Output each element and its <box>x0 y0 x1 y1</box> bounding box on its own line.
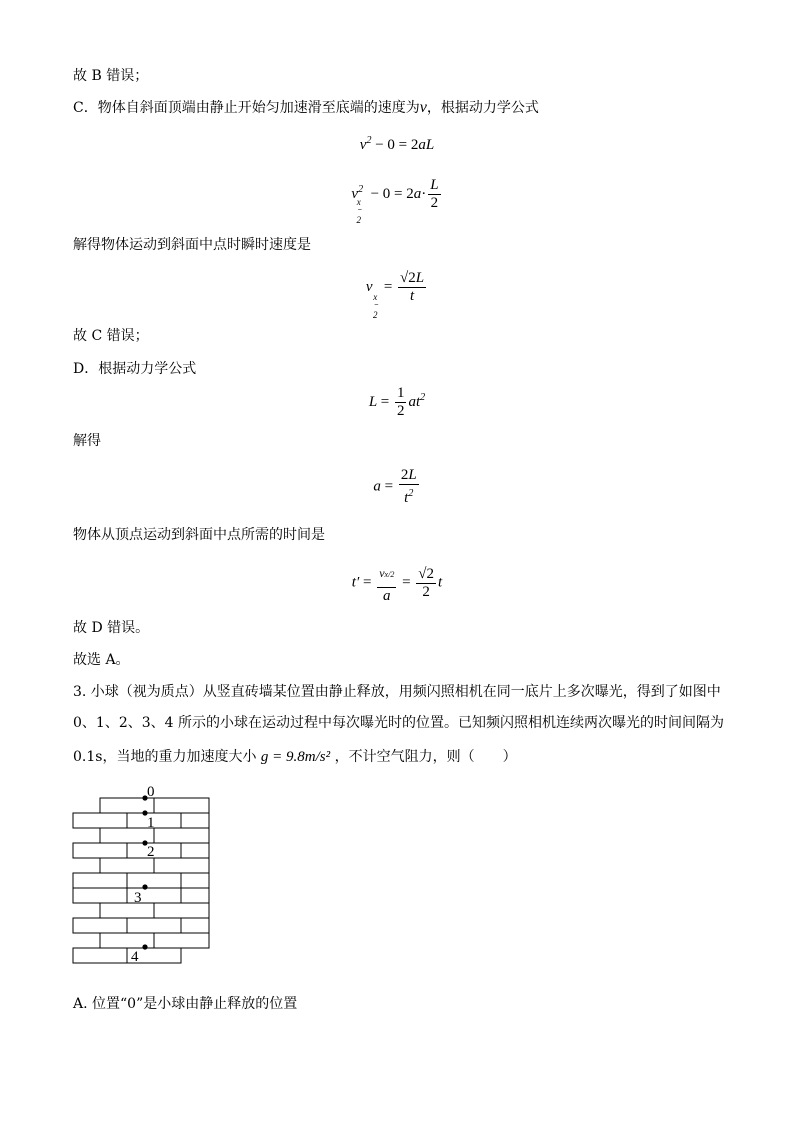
text-span: ，不计空气阻力，则（ ） <box>334 749 517 765</box>
text-line: 故 B 错误； <box>73 68 149 84</box>
equation-6: t′ = $\frac{vx/2}{a}$ = $\frac{√2}{2}$ t <box>0 561 794 605</box>
text-line <box>73 99 539 117</box>
equation-5: a = $\frac{2L}{t^2}$ <box>373 467 417 506</box>
ball-position-3 <box>142 884 147 889</box>
text-line: 解得物体运动到斜面中点时瞬时速度是 <box>73 237 311 253</box>
equation-1: $v^2 - 0 = 2aL$ <box>359 135 435 153</box>
text-line: 解得 <box>73 433 101 449</box>
label-4: 4 <box>131 949 139 965</box>
equation-2: $v^2$ x ⁻ 2 − 0 = 2a· $\frac{L}{2}$ <box>351 177 439 225</box>
label-3: 3 <box>134 890 142 906</box>
question-text <box>73 748 517 766</box>
question-text: 3. 小球（视为质点）从竖直砖墙某位置由静止释放，用频闪照相机在同一底片上多次曝光，得到了如图中 <box>73 684 721 700</box>
text-line: 故 C 错误； <box>73 328 149 344</box>
text-line: D．根据动力学公式 <box>73 361 197 377</box>
text-span: ，根据动力学公式 <box>426 100 539 116</box>
text-line: 物体从顶点运动到斜面中点所需的时间是 <box>73 527 325 543</box>
gravity-value: g = 9.8m/s² <box>260 749 331 765</box>
question-text: 0、1、2、3、4 所示的小球在运动过程中每次曝光时的位置。已知频闪照相机连续两次曝光的时间间隔为 <box>73 715 724 731</box>
option-a: A. 位置“0”是小球由静止释放的位置 <box>73 996 298 1012</box>
brick-wall-figure <box>70 783 215 983</box>
label-0: 0 <box>147 784 155 800</box>
text-line: 故 D 错误。 <box>73 620 150 636</box>
label-2: 2 <box>147 844 155 860</box>
ball-position-4 <box>142 944 147 949</box>
text-span: 0.1s，当地的重力加速度大小 <box>73 749 257 765</box>
text-span: C．物体自斜面顶端由静止开始匀加速滑至底端的速度为 <box>73 100 420 116</box>
var-v: v <box>419 99 427 116</box>
equation-3: v x ⁻ 2 = $\frac{√2L}{t}$ <box>365 270 425 320</box>
equation-4: L = $\frac{1}{2}$ $at^2$ <box>368 385 426 419</box>
label-1: 1 <box>147 815 155 831</box>
text-line: 故选 A。 <box>73 652 130 668</box>
